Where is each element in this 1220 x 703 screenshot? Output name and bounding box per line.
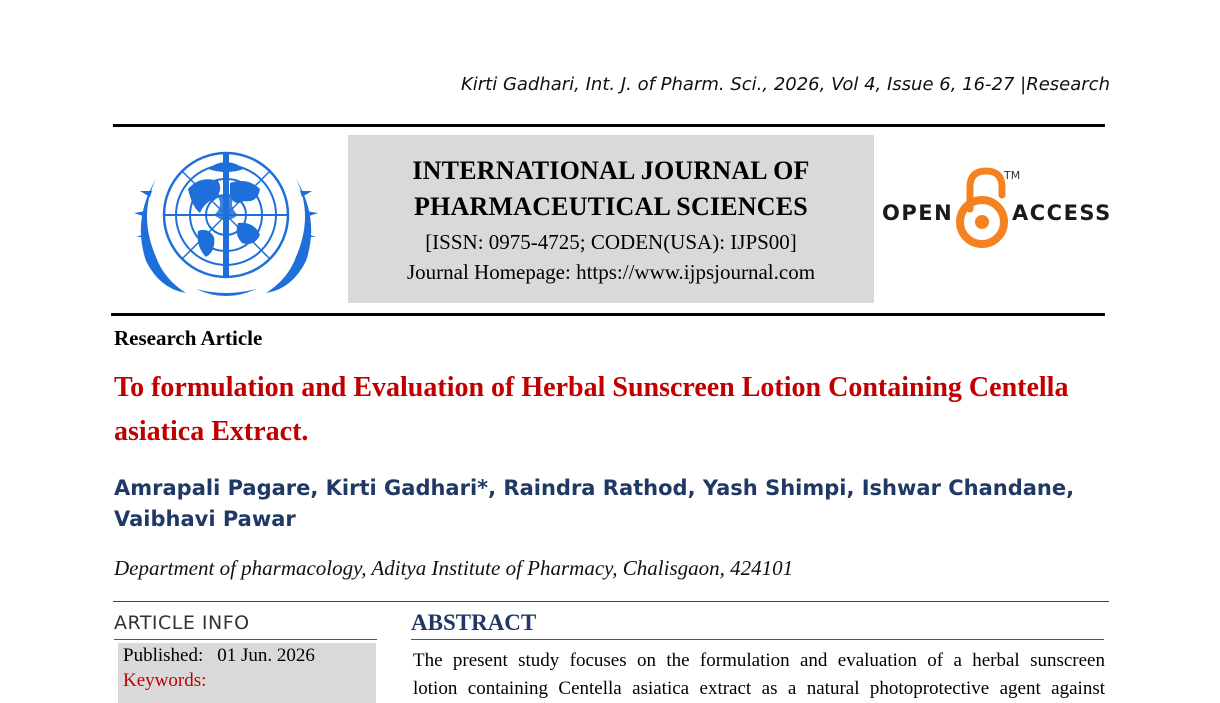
article-info-box <box>118 643 376 703</box>
open-access-trademark: TM <box>1004 169 1021 182</box>
author-list: Amrapali Pagare, Kirti Gadhari*, Raindra Rathod, Yash Shimpi, Ishwar Chandane, Vaibhavi Pawar <box>114 476 1075 531</box>
published-label: Published: <box>123 645 204 666</box>
author-affiliation: Department of pharmacology, Aditya Institute of Pharmacy, Chalisgaon, 424101 <box>114 556 794 580</box>
journal-homepage-link[interactable]: Journal Homepage: https://www.ijpsjournal.com <box>406 260 816 284</box>
abstract-heading: ABSTRACT <box>411 610 537 635</box>
journal-name-line2: PHARMACEUTICAL SCIENCES <box>414 192 808 221</box>
section-divider <box>113 601 1109 602</box>
abstract-line: lotion containing Centella asiatica extract as a natural photoprotective agent against <box>413 678 1105 699</box>
article-info-rule <box>114 639 377 640</box>
header-rule-bottom <box>111 313 1105 316</box>
published-row <box>123 645 315 667</box>
running-citation: Kirti Gadhari, Int. J. of Pharm. Sci., 2026, Vol 4, Issue 6, 16-27 |Research <box>460 74 1110 95</box>
abstract-rule <box>411 639 1104 640</box>
keywords-label: Keywords: <box>123 670 207 691</box>
article-type: Research Article <box>114 326 263 350</box>
journal-masthead <box>348 135 874 303</box>
open-access-logo <box>880 165 1110 255</box>
journal-issn: [ISSN: 0975-4725; CODEN(USA): IJPS00] <box>425 230 797 254</box>
article-title: To formulation and Evaluation of Herbal Sunscreen Lotion Containing Centella asiatica Extract. <box>114 372 1069 447</box>
journal-emblem-logo <box>126 139 326 307</box>
abstract-line: The present study focuses on the formulation and evaluation of a herbal sunscreen <box>413 650 1105 671</box>
journal-name-line1: INTERNATIONAL JOURNAL OF <box>412 156 810 185</box>
published-date: 01 Jun. 2026 <box>217 645 315 666</box>
open-access-open-word: OPEN <box>882 201 954 225</box>
open-lock-icon <box>956 165 1008 253</box>
article-info-heading: ARTICLE INFO <box>114 612 250 634</box>
open-access-access-word: ACCESS <box>1012 201 1112 225</box>
header-rule-top <box>113 124 1105 127</box>
